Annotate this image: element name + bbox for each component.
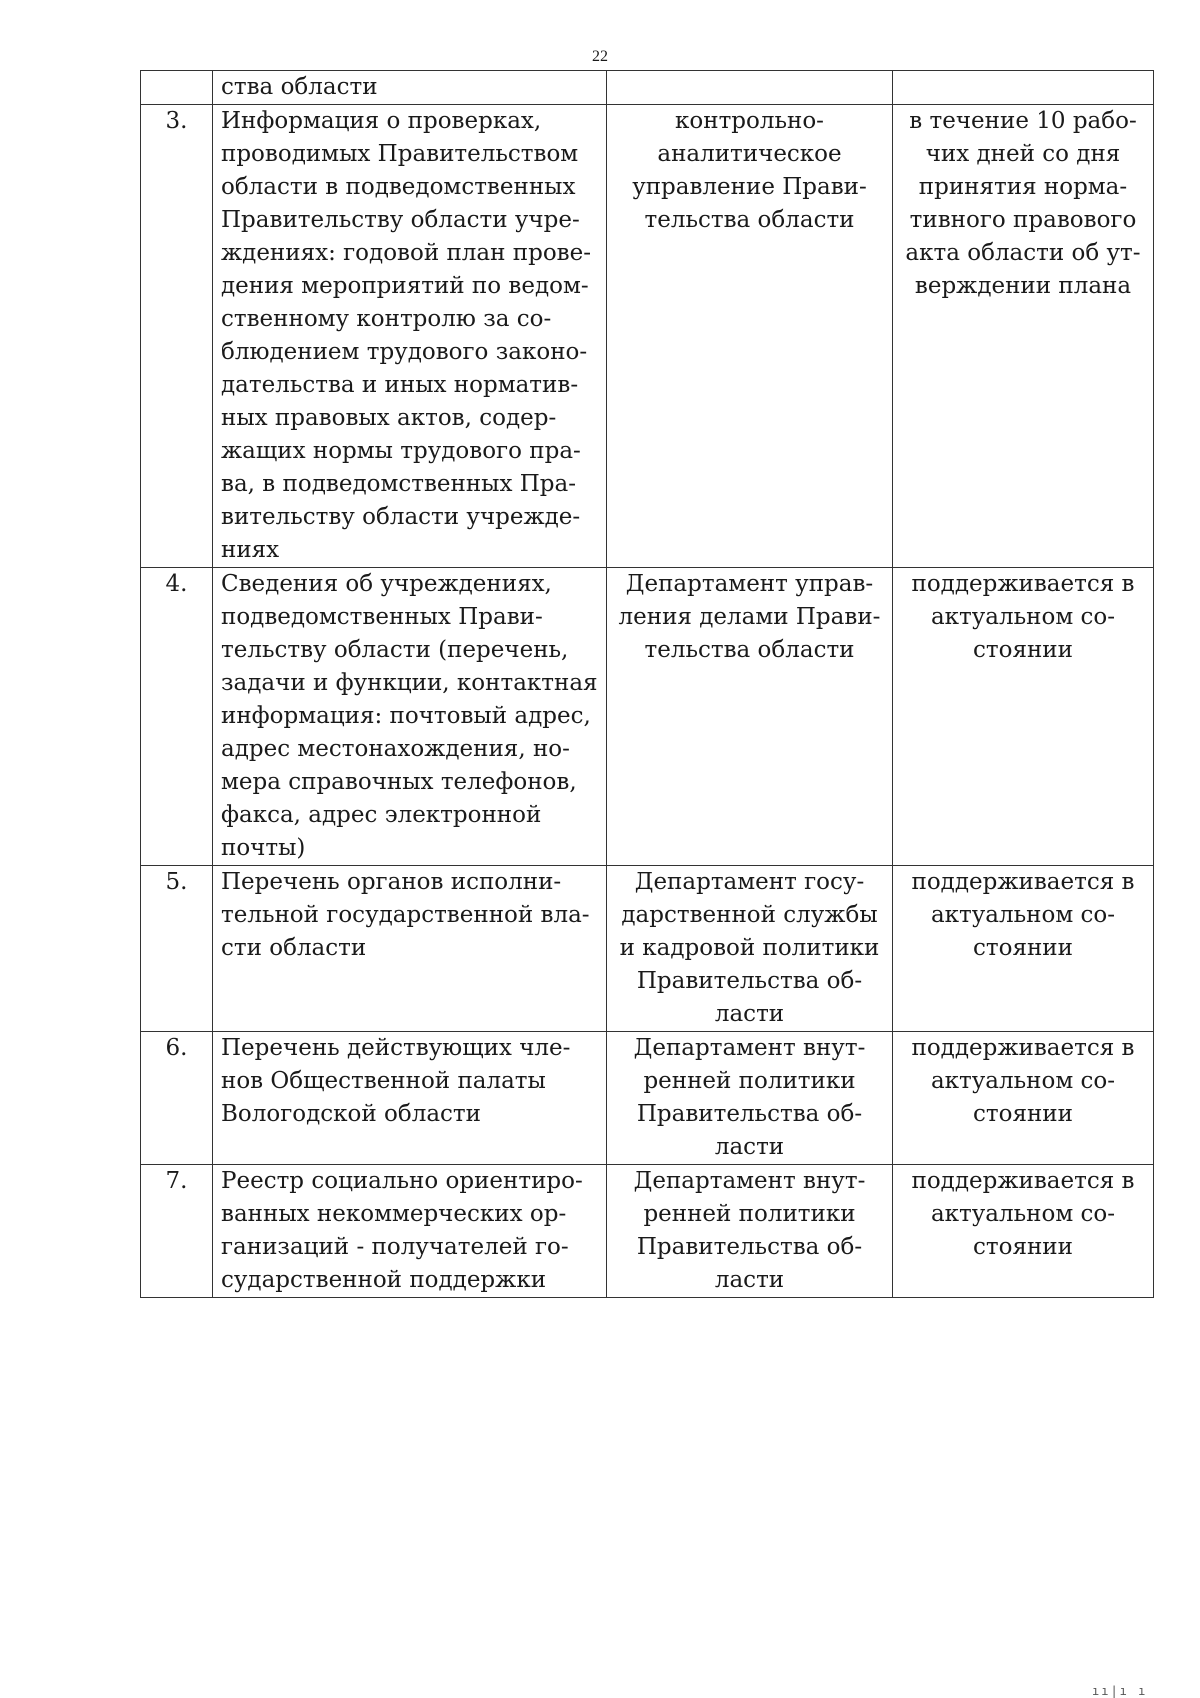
responsible-cell xyxy=(607,71,893,105)
responsible-cell: Департамент управления делами Правительства области xyxy=(607,568,893,866)
term-cell: поддерживается в актуальном состоянии xyxy=(893,1032,1154,1165)
term-cell: поддерживается в актуальном состоянии xyxy=(893,866,1154,1032)
row-number xyxy=(141,71,213,105)
row-number: 4. xyxy=(141,568,213,866)
disclosure-table xyxy=(140,70,1154,1298)
term-cell: поддерживается в актуальном состоянии xyxy=(893,568,1154,866)
row-number: 5. xyxy=(141,866,213,1032)
responsible-cell: Департамент внутренней политики Правительства области xyxy=(607,1165,893,1298)
responsible-cell: Департамент внутренней политики Правительства области xyxy=(607,1032,893,1165)
scan-margin-marks: ıı|ı ı xyxy=(1092,1684,1148,1698)
responsible-cell: контрольно-аналитическое управление Правительства области xyxy=(607,105,893,568)
info-cell: Информация о проверках, проводимых Правительством области в подведомственных Правительству области учреждениях: годовой план проведения мероприятий по ведомственному контролю за соблюдением трудового законодательства и иных нормативных правовых актов, содержащих нормы трудового права, в подведомственных Правительству области учреждениях xyxy=(213,105,607,568)
table-row xyxy=(141,105,1154,568)
row-number: 3. xyxy=(141,105,213,568)
page-number: 22 xyxy=(592,48,608,65)
term-cell xyxy=(893,71,1154,105)
info-cell: Перечень органов исполнительной государственной власти области xyxy=(213,866,607,1032)
term-cell: поддерживается в актуальном состоянии xyxy=(893,1165,1154,1298)
table-row xyxy=(141,1165,1154,1298)
info-cell: Реестр социально ориентированных некоммерческих организаций - получателей государственной поддержки xyxy=(213,1165,607,1298)
info-cell: ства области xyxy=(213,71,607,105)
row-number: 7. xyxy=(141,1165,213,1298)
info-cell: Перечень действующих членов Общественной палаты Вологодской области xyxy=(213,1032,607,1165)
info-cell: Сведения об учреждениях, подведомственных Правительству области (перечень, задачи и функции, контактная информация: почтовый адрес, адрес местонахождения, номера справочных телефонов, факса, адрес электронной почты) xyxy=(213,568,607,866)
table-row xyxy=(141,866,1154,1032)
responsible-cell: Департамент государственной службы и кадровой политики Правительства области xyxy=(607,866,893,1032)
term-cell: в течение 10 рабочих дней со дня принятия нормативного правового акта области об утверждении плана xyxy=(893,105,1154,568)
table-row xyxy=(141,71,1154,105)
row-number: 6. xyxy=(141,1032,213,1165)
table-row xyxy=(141,568,1154,866)
table-row xyxy=(141,1032,1154,1165)
